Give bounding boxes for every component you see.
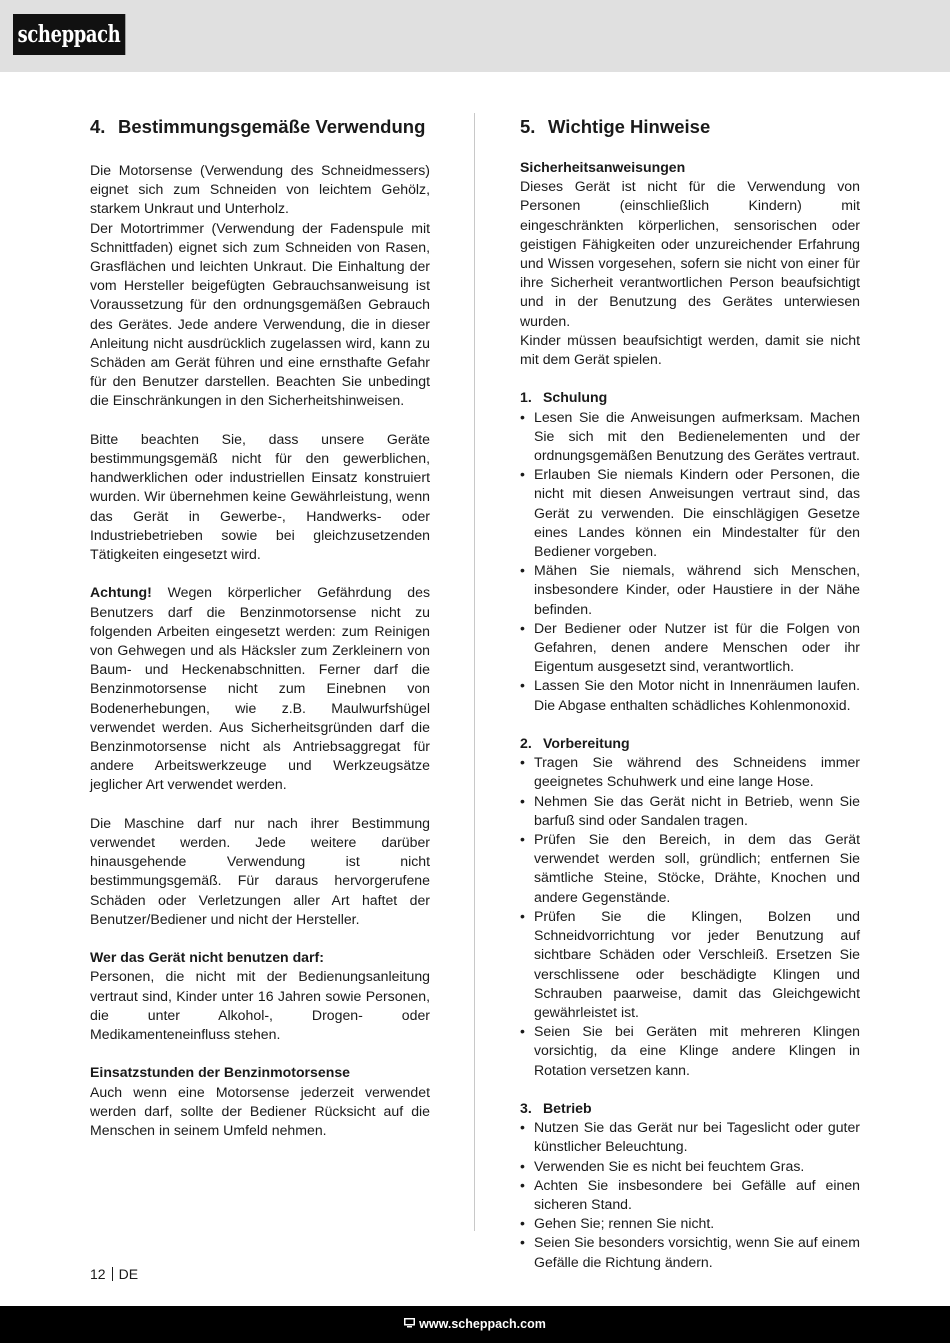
paragraph: Der Motortrimmer (Verwendung der Fadenspule mit Schnittfaden) eignet sich zum Schneiden von Rasen, Grasflächen und leichten Unkraut. Die Einhaltung der vom Hersteller beigefügten Gebrauchsanweisung ist Voraussetzung für den ordnungsgemäßen Gebrauch des Gerätes. Jede andere Verwendung, die in dieser Anleitung nicht ausdrücklich zugelassen wird, kann zu Schäden am Gerät führen und eine ernsthafte Gefahr für den Benutzer darstellen. Beachten Sie unbedingt die Einschränkungen in den Sicherheitshinweisen. — [90, 219, 430, 409]
left-column — [90, 117, 430, 1140]
subsection-heading-vorbereitung — [520, 734, 860, 753]
page-language: DE — [118, 1266, 139, 1282]
list-item: • Prüfen Sie die Klingen, Bolzen und Schneidvorrichtung vor jeder Benutzung auf sichtbare Schäden oder Verschleiß. Ersetzen Sie verschlissene oder beschädigte Klingen und Schrauben paarweise, damit das Gleichgewicht gewährleistet ist. — [520, 907, 860, 1022]
bullet-list — [520, 753, 860, 1079]
section-title: Bestimmungsgemäße Verwendung — [118, 116, 426, 137]
list-item: • Mähen Sie niemals, während sich Menschen, insbesondere Kinder, oder Haustiere in der Nähe befinden. — [520, 561, 860, 619]
warning-label: Achtung! — [90, 584, 152, 601]
right-column — [520, 117, 860, 1272]
subheading: Wer das Gerät nicht benutzen darf: — [90, 949, 324, 966]
subsection-title: Betrieb — [543, 1099, 592, 1116]
paragraph: Auch wenn eine Motorsense jederzeit verwendet werden darf, sollte der Bediener Rücksicht auf die Menschen in seinem Umfeld nehmen. — [90, 1083, 430, 1139]
section-heading-5 — [520, 117, 860, 137]
subsection-number: 2. — [520, 735, 532, 752]
list-item: • Nehmen Sie das Gerät nicht in Betrieb, wenn Sie barfuß sind oder Sandalen tragen. — [520, 792, 860, 830]
paragraph: Personen, die nicht mit der Bedienungsanleitung vertraut sind, Kinder unter 16 Jahren sowie Personen, die unter Alkohol-, Drogen- oder Medikamenteneinfluss stehen. — [90, 968, 430, 1043]
monitor-icon — [404, 1306, 415, 1343]
warning-text: Wegen körperlicher Gefährdung des Benutzers darf die Benzinmotorsense nicht zu folgenden Arbeiten eingesetzt werden: zum Reinigen von Gehwegen und als Häcksler zum Zerkleinern von Baum- und Heckenabschnitten. Ferner darf die Benzinmotorsense nicht zum Einebnen von Bodenerhebungen, wie z.B. Maulwurfshügel verwendet werden. Aus Sicherheitsgründen darf die Benzinmotorsense nicht als Antriebsaggregat für andere Arbeitswerkzeuge und Werkzeugsätze jeglicher Art verwendet werden. — [90, 584, 430, 793]
subsection-heading-betrieb — [520, 1099, 860, 1118]
section-number: 5. — [520, 116, 536, 137]
bullet-list — [520, 1118, 860, 1272]
subsection-title: Vorbereitung — [543, 735, 630, 752]
brand-logo: scheppach — [13, 14, 125, 55]
page-number-value: 12 — [90, 1266, 106, 1282]
subsection-number: 3. — [520, 1099, 532, 1116]
footer-bar — [0, 1306, 950, 1343]
section-heading-4 — [90, 117, 430, 137]
list-item: • Nutzen Sie das Gerät nur bei Tageslicht oder guter künstlicher Beleuchtung. — [520, 1118, 860, 1156]
paragraph: Dieses Gerät ist nicht für die Verwendung von Personen (einschließlich Kindern) mit eingeschränkten körperlichen, sensorischen oder geistigen Fähigkeiten oder unzureichender Erfahrung und Wissen vorgesehen, sofern sie nicht von einer für ihre Sicherheit verantwortlichen Person beaufsichtigt und in der Benutzung des Gerätes unterwiesen wurden. — [520, 178, 860, 329]
section-number: 4. — [90, 116, 106, 137]
paragraph: Die Maschine darf nur nach ihrer Bestimmung verwendet werden. Jede weitere darüber hinausgehende Verwendung ist nicht bestimmungsgemäß. Für daraus hervorgerufene Schäden oder Verletzungen aller Art haftet der Benutzer/Bediener und nicht der Hersteller. — [90, 814, 430, 927]
paragraph: Bitte beachten Sie, dass unsere Geräte bestimmungsgemäß nicht für den gewerblichen, handwerklichen oder industriellen Einsatz konstruiert wurden. Wir übernehmen keine Gewährleistung, wenn das Gerät in Gewerbe-, Handwerks- oder Industriebetrieben sowie bei gleichzusetzenden Tätigkeiten eingesetzt wird. — [90, 430, 430, 563]
subheading: Sicherheitsanweisungen — [520, 159, 686, 175]
subsection-heading-schulung — [520, 388, 860, 407]
bullet-list — [520, 408, 860, 715]
list-item: • Tragen Sie während des Schneidens immer geeignetes Schuhwerk und eine lange Hose. — [520, 753, 860, 791]
subheading: Einsatzstunden der Benzinmotorsense — [90, 1064, 350, 1081]
subsection-title: Schulung — [543, 389, 608, 406]
list-item: • Gehen Sie; rennen Sie nicht. — [520, 1214, 860, 1233]
list-item: • Lesen Sie die Anweisungen aufmerksam. Machen Sie sich mit den Bedienelementen und der ordnungsgemäßen Benutzung des Gerätes vertraut. — [520, 408, 860, 466]
list-item: • Erlauben Sie niemals Kindern oder Personen, die nicht mit diesen Anweisungen vertraut sind, das Gerät zu verwenden. Die einschlägigen Gesetze eines Landes können ein Mindestalter für den Bediener vorgeben. — [520, 465, 860, 561]
column-divider — [474, 113, 475, 1231]
list-item: • Seien Sie bei Geräten mit mehreren Klingen vorsichtig, da eine Klinge andere Klingen in Rotation versetzen kann. — [520, 1022, 860, 1080]
list-item: • Seien Sie besonders vorsichtig, wenn Sie auf einem Gefälle die Richtung ändern. — [520, 1233, 860, 1271]
warning-paragraph — [90, 583, 430, 794]
list-item: • Lassen Sie den Motor nicht in Innenräumen laufen. Die Abgase enthalten schädliches Kohlenmonoxid. — [520, 676, 860, 714]
page-separator — [112, 1267, 113, 1281]
subsection-number: 1. — [520, 389, 532, 406]
list-item: • Prüfen Sie den Bereich, in dem das Gerät verwendet werden soll, gründlich; entfernen Sie sämtliche Steine, Stöcke, Drähte, Knochen und andere Gegenstände. — [520, 830, 860, 907]
header-bar — [0, 0, 950, 72]
list-item: • Achten Sie insbesondere bei Gefälle auf einen sicheren Stand. — [520, 1176, 860, 1214]
paragraph: Die Motorsense (Verwendung des Schneidmessers) eignet sich zum Schneiden von leichtem Gehölz, starkem Unkraut und Unterholz. — [90, 162, 430, 217]
list-item: • Der Bediener oder Nutzer ist für die Folgen von Gefahren, denen andere Menschen oder ihr Eigentum ausgesetzt sind, verantwortlich. — [520, 619, 860, 677]
page-number — [90, 1266, 138, 1282]
website-link[interactable]: www.scheppach.com — [419, 1317, 546, 1331]
list-item: • Verwenden Sie es nicht bei feuchtem Gras. — [520, 1157, 860, 1176]
section-title: Wichtige Hinweise — [548, 116, 711, 137]
paragraph: Kinder müssen beaufsichtigt werden, damit sie nicht mit dem Gerät spielen. — [520, 331, 860, 368]
